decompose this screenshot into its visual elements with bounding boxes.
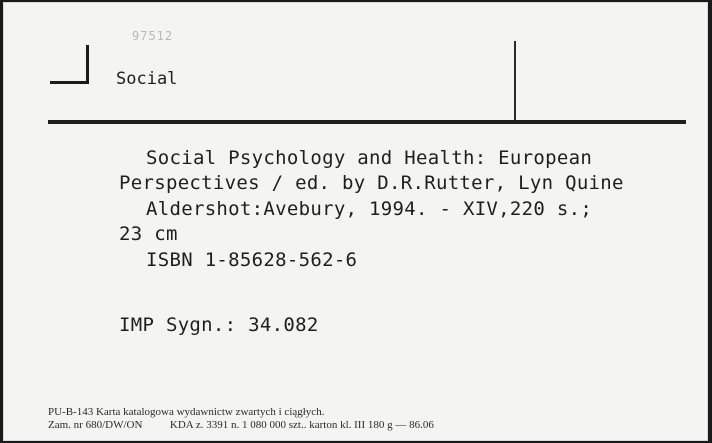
card-print-info: Zam. nr 680/DW/ON KDA z. 3391 n. 1 080 000 szt.. karton kl. III 180 g — 86.06 (48, 419, 434, 431)
corner-mark-horizontal (50, 81, 89, 84)
catalog-card (3, 2, 708, 441)
card-form-info: PU-B-143 Karta katalogowa wydawnictw zwartych i ciągłych. (48, 406, 325, 418)
faint-stamp-number: 97512 (132, 29, 174, 43)
vertical-rule (514, 41, 516, 121)
entry-imprint: Aldershot:Avebury, 1994. - XIV,220 s.; (146, 198, 593, 220)
entry-isbn: ISBN 1-85628-562-6 (146, 249, 358, 271)
entry-size: 23 cm (119, 223, 178, 245)
horizontal-rule (48, 120, 686, 124)
corner-mark-vertical (86, 45, 89, 83)
call-number: IMP Sygn.: 34.082 (119, 314, 319, 336)
entry-title-line-1: Social Psychology and Health: European (146, 147, 593, 169)
entry-title-line-2: Perspectives / ed. by D.R.Rutter, Lyn Quine (119, 172, 624, 194)
subject-heading: Social (116, 69, 178, 89)
